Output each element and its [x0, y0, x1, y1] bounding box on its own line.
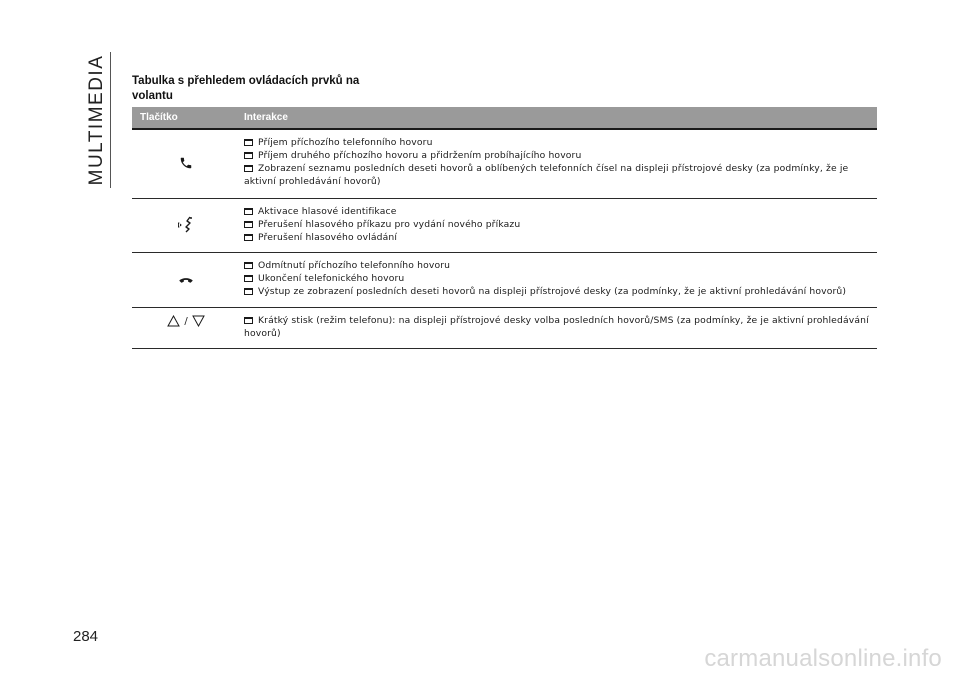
arrow-up-icon [167, 315, 180, 327]
list-item: Krátký stisk (režim telefonu): na displeji přístrojové desky volba posledních hovorů/SMS (za podmínky, že je aktivní prohledávání hovorů) [244, 315, 869, 339]
bullet-icon [244, 208, 253, 215]
page-number: 284 [73, 628, 99, 645]
bullet-icon [244, 221, 253, 228]
voice-recognition-icon [178, 215, 194, 237]
bullet-icon [244, 262, 253, 269]
header-interaction: Interakce [244, 112, 288, 123]
list-item: Příjem příchozího telefonního hovoru [244, 136, 873, 149]
interaction-cell [240, 130, 877, 198]
table-row [132, 253, 877, 308]
section-divider [110, 52, 111, 188]
arrow-separator: / [184, 315, 188, 327]
button-cell [132, 308, 240, 348]
list-item: Přerušení hlasového příkazu pro vydání nového příkazu [244, 218, 873, 231]
list-item: Výstup ze zobrazení posledních deseti hovorů na displeji přístrojové desky (za podmínky, že je aktivní prohledávání hovorů) [244, 285, 873, 298]
table-row [132, 199, 877, 253]
table-title: Tabulka s přehledem ovládacích prvků na volantu [132, 75, 360, 102]
bullet-icon [244, 165, 253, 172]
phone-hangup-icon [179, 271, 193, 290]
section-side-tab [83, 52, 111, 188]
interaction-cell [240, 199, 877, 252]
arrow-down-icon [192, 315, 205, 327]
list-item: Aktivace hlasové identifikace [244, 205, 873, 218]
button-cell [132, 253, 240, 307]
table-row [132, 130, 877, 199]
bullet-icon [244, 275, 253, 282]
bullet-icon [244, 288, 253, 295]
controls-table [132, 107, 877, 349]
list-item: Přerušení hlasového ovládání [244, 231, 873, 244]
up-down-arrows-icon [167, 315, 204, 327]
header-button: Tlačítko [140, 112, 178, 123]
list-item: Zobrazení seznamu posledních deseti hovorů a oblíbených telefonních čísel na displeji přístrojové desky (za podmínky, že je aktivní prohledávání hovorů) [244, 163, 849, 187]
section-label: MULTIMEDIA [86, 54, 107, 186]
bullet-icon [244, 234, 253, 241]
interaction-cell [240, 253, 877, 307]
interaction-cell [240, 308, 877, 348]
list-item: Ukončení telefonického hovoru [244, 272, 873, 285]
phone-answer-icon [179, 155, 193, 174]
table-header [132, 107, 877, 130]
bullet-icon [244, 152, 253, 159]
table-row [132, 308, 877, 349]
list-item: Příjem druhého příchozího hovoru a přidržením probíhajícího hovoru [244, 149, 873, 162]
bullet-icon [244, 139, 253, 146]
button-cell [132, 199, 240, 252]
button-cell [132, 130, 240, 198]
bullet-icon [244, 317, 253, 324]
list-item: Odmítnutí příchozího telefonního hovoru [244, 259, 873, 272]
watermark: carmanualsonline.info [704, 645, 942, 672]
